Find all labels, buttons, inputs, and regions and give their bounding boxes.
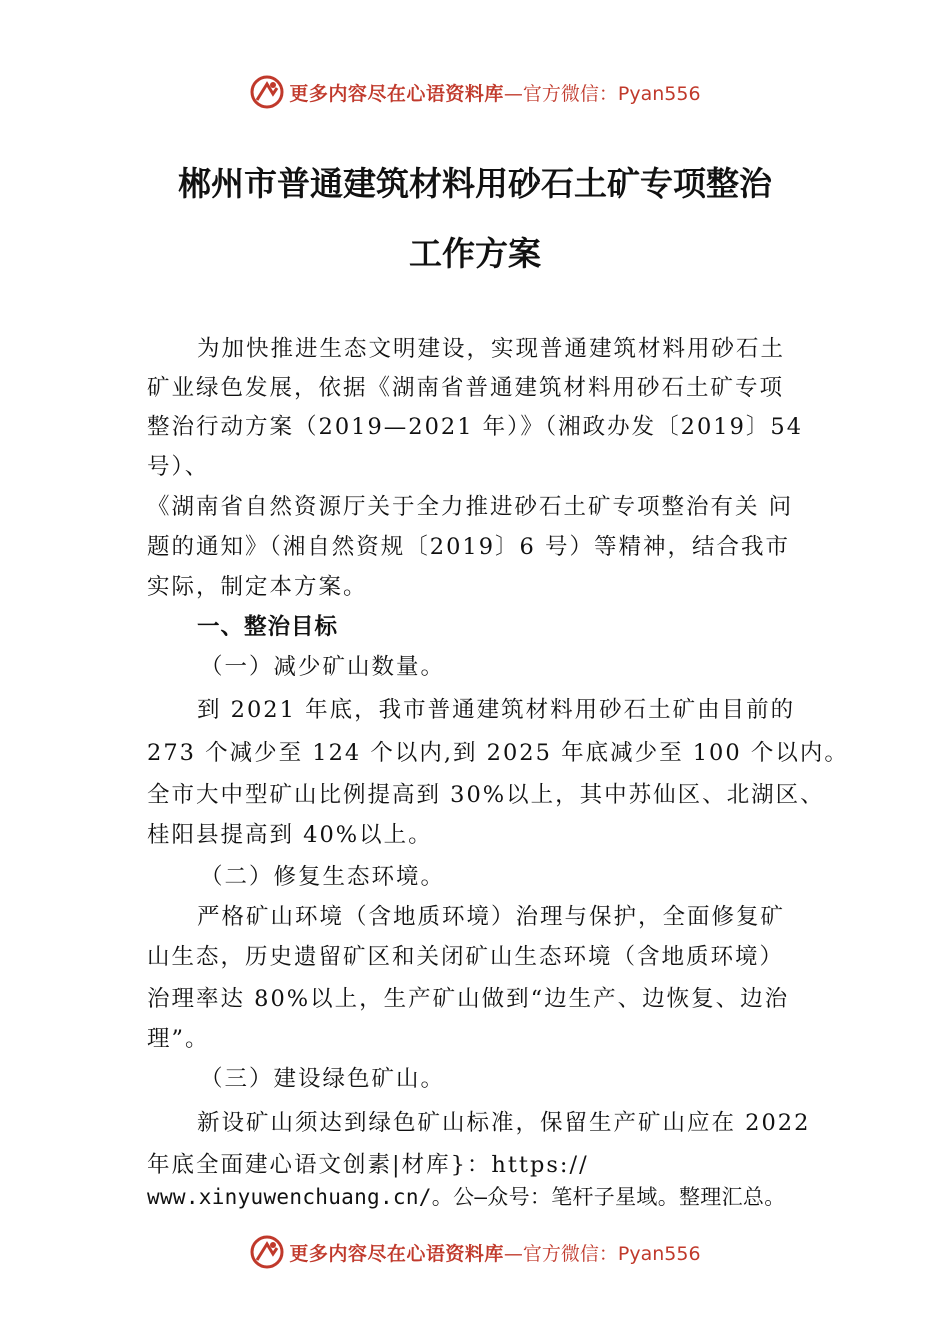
body-line: 山生态，历史遗留矿区和关闭矿山生态环境（含地质环境） xyxy=(147,944,785,970)
intro-line: 实际，制定本方案。 xyxy=(147,574,368,600)
body-line: 新设矿山须达到绿色矿山标准，保留生产矿山应在 2022 xyxy=(197,1110,811,1136)
intro-line: 号）、 xyxy=(147,454,210,480)
logo-icon xyxy=(249,1234,285,1270)
body-line: 理”。 xyxy=(147,1026,210,1052)
intro-line: 矿业绿色发展，依据《湖南省普通建筑材料用砂石土矿专项 xyxy=(147,375,785,401)
header-banner xyxy=(0,72,950,112)
subsection-heading: （三）建设绿色矿山。 xyxy=(200,1066,446,1092)
document-title-line2: 工作方案 xyxy=(409,234,541,273)
banner-text-tail: —官方微信：Pyan556 xyxy=(503,82,701,105)
body-line: 273 个减少至 124 个以内,到 2025 年底减少至 100 个以内。 xyxy=(147,740,849,766)
intro-line: 整治行动方案（2019—2021 年）》（湘政办发〔2019〕54 xyxy=(147,414,804,440)
subsection-heading: （二）修复生态环境。 xyxy=(200,864,446,890)
body-line: 桂阳县提高到 40%以上。 xyxy=(147,822,433,848)
banner-text-main: 更多内容尽在心语资料库 xyxy=(289,1242,504,1265)
section-heading: 一、整治目标 xyxy=(197,614,339,640)
body-line: 到 2021 年底，我市普通建筑材料用砂石土矿由目前的 xyxy=(197,697,796,723)
body-line: 治理率达 80%以上，生产矿山做到“边生产、边恢复、边治 xyxy=(147,986,790,1012)
banner-text-tail: —官方微信：Pyan556 xyxy=(503,1242,701,1265)
intro-line: 题的通知》（湘自然资规〔2019〕6 号）等精神，结合我市 xyxy=(147,534,790,560)
intro-line: 《湖南省自然资源厅关于全力推进砂石土矿专项整治有关 问 xyxy=(147,494,794,520)
document-title-line1: 郴州市普通建筑材料用砂石土矿专项整治 xyxy=(178,164,772,203)
subsection-heading: （一）减少矿山数量。 xyxy=(200,654,446,680)
body-line: www.xinyuwenchuang.cn/。公—众号：笔杆子星域。整理汇总。 xyxy=(147,1185,786,1209)
body-line: 全市大中型矿山比例提高到 30%以上，其中苏仙区、北湖区、 xyxy=(147,782,825,808)
banner-text-main: 更多内容尽在心语资料库 xyxy=(289,82,504,105)
body-line: 年底全面建心语文创素|材库}：https:// xyxy=(147,1152,589,1178)
intro-line: 为加快推进生态文明建设，实现普通建筑材料用砂石土 xyxy=(197,336,786,362)
footer-banner xyxy=(0,1232,950,1272)
body-line: 严格矿山环境（含地质环境）治理与保护，全面修复矿 xyxy=(197,904,786,930)
logo-icon xyxy=(249,74,285,110)
